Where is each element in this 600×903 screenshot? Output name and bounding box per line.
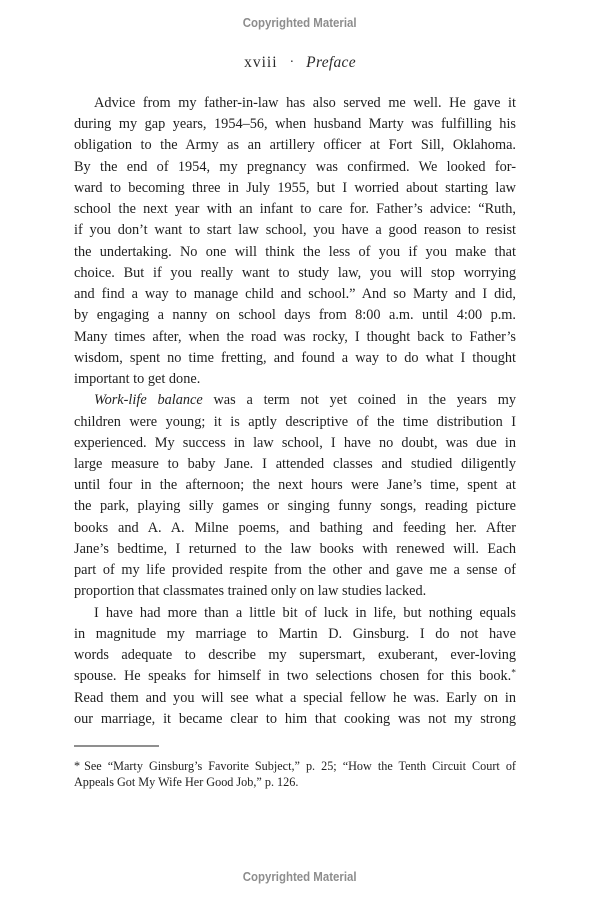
line-text: ward to becoming three in July 1955, but I worried about starting law — [74, 179, 516, 196]
footnote-line: Appeals Got My Wife Her Good Job,” p. 126. — [74, 774, 299, 789]
text-line — [74, 263, 516, 284]
line-text: children were young; it is aptly descriptive of the time distribution I — [74, 413, 516, 430]
text-line — [74, 348, 516, 369]
line-text: wisdom, spent no time fretting, and found a way to do what I thought — [74, 349, 516, 366]
paragraph — [74, 603, 516, 730]
text-line — [74, 412, 516, 433]
copyright-notice-bottom — [0, 869, 600, 884]
text-line — [74, 709, 516, 730]
line-text: spouse. He speaks for himself in two selections chosen for this book. — [74, 668, 512, 685]
line-text: until four in the afternoon; the next hours were Jane’s time, spent at — [74, 477, 516, 494]
text-line — [74, 178, 516, 199]
italic-phrase: Work-life balance — [94, 392, 203, 409]
text-line — [74, 305, 516, 326]
text-line — [74, 284, 516, 305]
text-line — [74, 518, 516, 539]
text-line — [74, 581, 516, 602]
text-line — [74, 560, 516, 581]
line-text: words adequate to describe my supersmart, exuberant, ever-loving — [74, 647, 516, 664]
paragraph — [74, 390, 516, 602]
line-text: our marriage, it became clear to him that cooking was not my strong — [74, 710, 516, 727]
chapter-title: Preface — [306, 54, 356, 71]
footnote-line — [74, 759, 516, 775]
footnote-asterisk: * — [74, 759, 81, 773]
footnote-divider — [74, 745, 159, 747]
line-text: obligation to the Army as an artillery officer at Fort Sill, Oklahoma. — [74, 137, 516, 154]
line-text: part of my life provided respite from the other and gave me a sense of — [74, 562, 516, 579]
text-line — [74, 135, 516, 156]
line-text: during my gap years, 1954–56, when husband Marty was fulfilling his — [74, 116, 516, 133]
line-text: experienced. My success in law school, I have no doubt, was due in — [74, 434, 516, 451]
body-text — [74, 93, 516, 730]
copyright-notice-top — [0, 15, 600, 30]
copyright-notice-bottom-label: Copyrighted Material — [243, 869, 357, 884]
text-line — [74, 433, 516, 454]
text-line — [74, 220, 516, 241]
footnote-reference-asterisk: * — [511, 669, 516, 680]
running-head — [0, 54, 600, 72]
line-text: school the next year with an infant to care for. Father’s advice: “Ruth, — [74, 201, 516, 218]
text-line — [74, 688, 516, 709]
text-line — [74, 539, 516, 560]
line-text: books and A. A. Milne poems, and bathing and feeding her. After — [74, 519, 516, 536]
text-line — [74, 603, 516, 624]
line-text: if you don’t want to start law school, you have a good reason to resist — [74, 222, 516, 239]
text-line — [74, 199, 516, 220]
text-line — [74, 454, 516, 475]
text-line — [74, 624, 516, 645]
line-text: was a term not yet coined in the years my — [202, 392, 516, 409]
line-text: choice. But if you really want to study law, you will stop worrying — [74, 264, 516, 281]
line-text: I have had more than a little bit of luck in life, but nothing equals — [94, 604, 516, 621]
separator-dot: · — [289, 55, 295, 70]
line-text: and find a way to manage child and school.” And so Marty and I did, — [74, 286, 516, 303]
line-text: Advice from my father-in-law has also served me well. He gave it — [94, 95, 516, 111]
line-text: the undertaking. No one will think the less of you if you make that — [74, 243, 516, 260]
text-line — [74, 475, 516, 496]
text-line — [74, 157, 516, 178]
line-text: by engaging a nanny on school days from 8:00 a.m. until 4:00 p.m. — [74, 307, 516, 324]
text-line — [74, 390, 516, 411]
line-text: Many times after, when the road was rocky, I thought back to Father’s — [74, 328, 516, 345]
text-line — [74, 114, 516, 135]
text-line — [74, 496, 516, 517]
line-text: proportion that classmates trained only on law studies lacked. — [74, 583, 427, 600]
line-text: important to get done. — [74, 371, 201, 388]
line-text: in magnitude my marriage to Martin D. Ginsburg. I do not have — [74, 625, 516, 642]
footnote — [74, 759, 516, 790]
line-text: By the end of 1954, my pregnancy was confirmed. We looked for- — [74, 158, 516, 175]
text-line — [74, 93, 516, 114]
text-line — [74, 369, 516, 390]
text-line — [74, 645, 516, 666]
line-text: the park, playing silly games or singing funny songs, reading picture — [74, 498, 516, 515]
line-text: large measure to baby Jane. I attended classes and studied diligently — [74, 455, 516, 472]
page-number-folio: xviii — [244, 54, 278, 71]
line-text: Read them and you will see what a special fellow he was. Early on in — [74, 689, 516, 706]
line-text: Jane’s bedtime, I returned to the law books with renewed will. Each — [74, 540, 516, 557]
footnote-text: See “Marty Ginsburg’s Favorite Subject,” p. 25; “How the Tenth Circuit Court of — [84, 759, 516, 773]
text-line — [74, 242, 516, 263]
paragraph — [74, 93, 516, 390]
text-line — [74, 666, 516, 687]
copyright-notice-top-label: Copyrighted Material — [243, 15, 357, 30]
text-line — [74, 327, 516, 348]
